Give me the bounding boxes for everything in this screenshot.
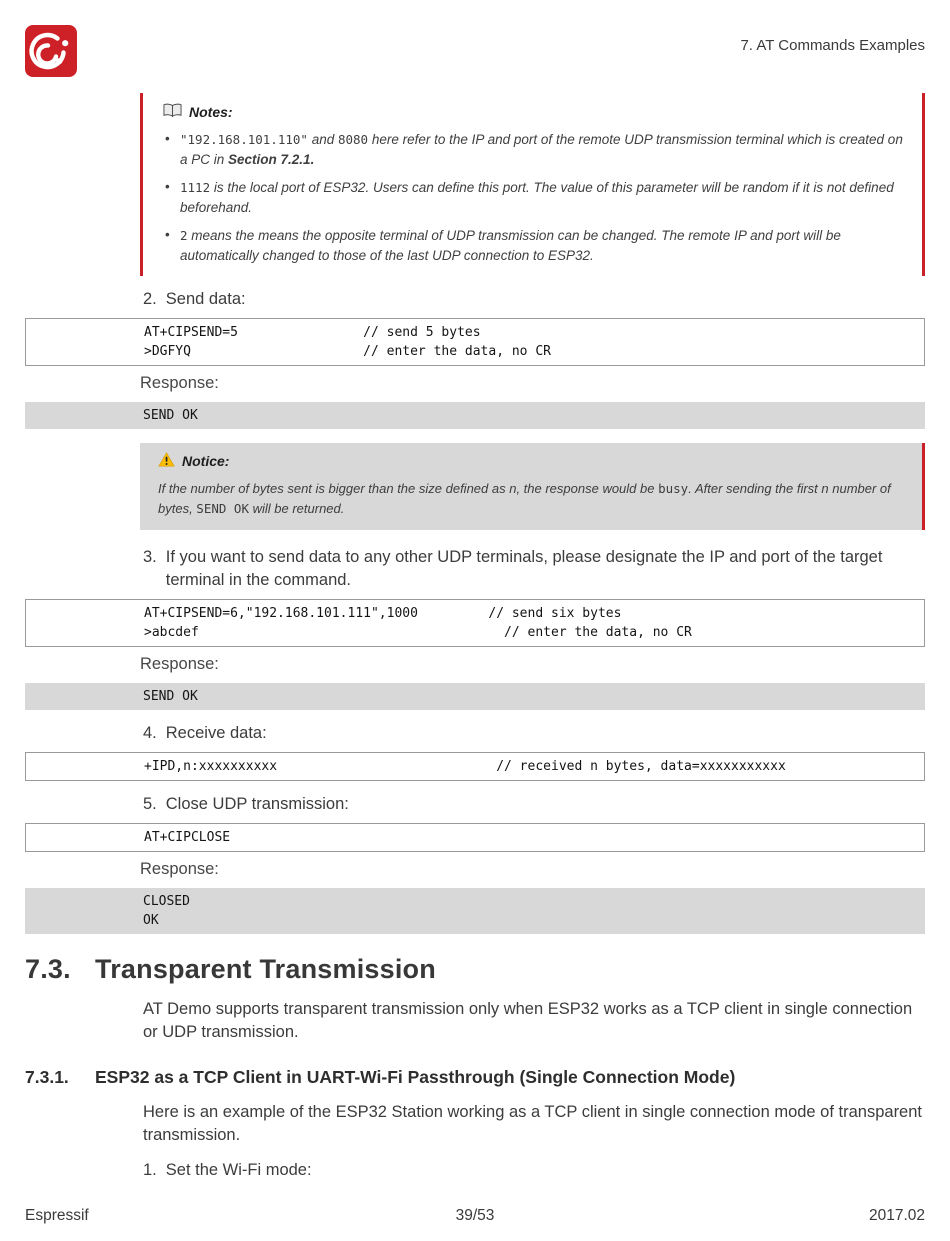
code-line: SEND OK [143,408,198,424]
code-block-cipsend5 [25,318,925,366]
note-text: means the means the opposite terminal of UDP transmission can be changed. The remote IP and port will be automatically changed to those of the last UDP connection to ESP32. [180,228,841,263]
espressif-logo [25,25,77,77]
code-line: +IPD,n:xxxxxxxxxx // received n bytes, data=xxxxxxxxxxx [144,759,786,775]
inline-code: busy [658,481,689,497]
inline-code: 2 [180,228,188,244]
notes-list [163,130,904,265]
code-block-cipclose [25,823,925,852]
inline-code: 1112 [180,180,211,196]
code-line: AT+CIPSEND=5 // send 5 bytes [144,325,481,341]
inline-code: "192.168.101.110" [180,132,308,147]
step-text: Send data: [165,290,246,309]
inline-code: 8080 [337,132,369,147]
page-footer [25,1207,925,1225]
step-receive-data [143,722,925,745]
section-number: 7.3. [25,954,71,985]
footer-date: 2017.02 [868,1207,925,1224]
step-close-udp [143,793,925,816]
note-item [163,226,904,265]
code-line: SEND OK [143,689,198,705]
notes-callout [140,93,925,276]
code-line: AT+CIPSEND=6,"192.168.101.111",1000 // send six bytes [144,606,622,622]
code-line: >abcdef // enter the data, no CR [144,625,692,641]
output-block-sendok-2 [25,683,925,710]
page-header-row [25,0,925,77]
footer-company: Espressif [25,1207,89,1224]
code-line: OK [143,913,159,929]
footer-page-number: 39/53 [455,1207,495,1224]
notes-callout-title [163,103,904,121]
note-text: is the local port of ESP32. Users can define this port. The value of this parameter will be random if it is not defined beforehand. [180,180,894,215]
step-set-wifi-mode [143,1159,925,1182]
step-text: Receive data: [165,724,267,743]
step-send-other-terminals [143,546,925,592]
section-7-3-1-paragraph: Here is an example of the ESP32 Station working as a TCP client in single connection mode of transparent transmission. [143,1102,922,1144]
step-text: If you want to send data to any other UDP terminals, please designate the IP and port of the target terminal in the command. [165,547,883,590]
note-item [163,178,904,217]
code-line: >DGFYQ // enter the data, no CR [144,344,551,360]
step-text: Close UDP transmission: [165,795,349,814]
notice-callout-title [158,452,904,470]
note-item [163,130,904,169]
step-number: 5. [143,795,157,814]
note-text: here refer to the IP and port of the remote UDP transmission terminal which is created on a PC in [180,132,903,167]
output-block-closed [25,888,925,934]
response-label: Response: [140,374,219,393]
section-title: Transparent Transmission [95,954,436,985]
notice-text-seg: If the number of bytes sent is bigger than the size defined as n, the response would be [158,481,659,497]
section-7-3-paragraph: AT Demo supports transparent transmission only when ESP32 works as a TCP client in single connection or UDP transmission. [143,1000,913,1042]
code-block-cipsend6 [25,599,925,647]
step-text: Set the Wi-Fi mode: [165,1160,312,1179]
code-block-ipd [25,752,925,781]
running-header: 7. AT Commands Examples [740,37,925,54]
code-line: AT+CIPCLOSE [144,830,231,846]
book-icon [163,103,182,121]
notes-title: Notes: [189,104,233,120]
step-number: 2. [143,290,157,309]
notice-text [158,479,904,519]
step-number: 3. [143,547,157,566]
notice-title: Notice: [182,453,230,470]
note-text: and [307,132,338,147]
section-number: 7.3.1. [25,1066,69,1087]
section-heading-7-3-1 [25,1067,925,1088]
step-number: 4. [143,724,157,743]
warning-icon [158,452,175,470]
response-label: Response: [140,860,219,879]
notice-text-seg: . After sending the first n number of bytes, [158,481,891,517]
section-title: ESP32 as a TCP Client in UART-Wi-Fi Passthrough (Single Connection Mode) [95,1066,736,1087]
notice-callout [140,443,925,530]
step-number: 1. [143,1160,157,1179]
section-heading-7-3 [25,954,925,985]
step-send-data [143,288,925,311]
notice-text-seg: will be returned. [248,501,345,517]
inline-code: SEND OK [196,501,249,517]
note-bold-text: Section 7.2.1. [228,151,315,167]
code-line: CLOSED [143,894,190,910]
response-label: Response: [140,655,219,674]
output-block-sendok-1 [25,402,925,429]
